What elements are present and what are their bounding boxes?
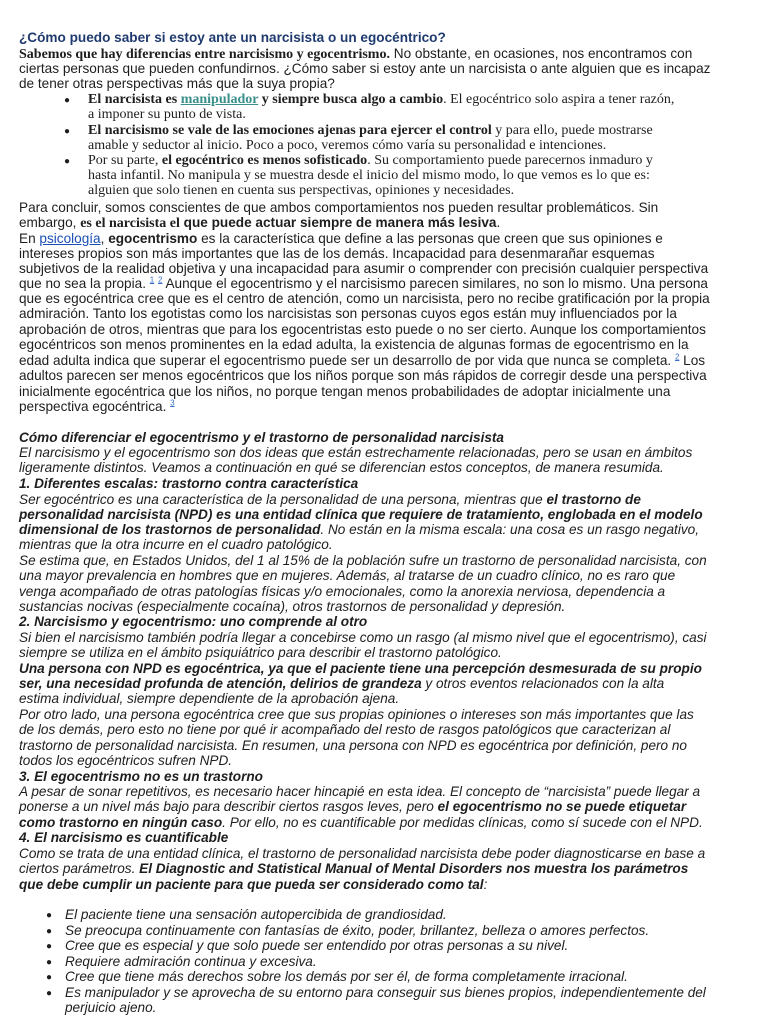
list-item-cont: alguien que solo tienen en cuenta sus perspectivas, opiniones y necesidades. [88,183,515,198]
subheading-2: 2. Narcisismo y egocentrismo: uno comprende al otro [19,614,368,629]
bullet-dot-icon: ● [64,156,71,167]
section-text: ciertos parámetros. El Diagnostic and Statistical Manual of Mental Disorders nos muestra los parámetros [19,861,689,876]
ego-line-2: intereses propios son más importantes que las de los demás. Incapacidad para desenmarañar esquemas [19,246,655,261]
section-text: una mayor prevalencia en hombres que en mujeres. Además, al tratarse de un cuadro clínico, no es raro que [19,568,676,583]
section-text: A pesar de sonar repetitivos, es necesario hacer hincapié en esta idea. El concepto de “narcisista” puede llegar a [19,784,701,799]
intro-line-1: Sabemos que hay diferencias entre narcisismo y egocentrismo. No obstante, en ocasiones, nos encontramos con [19,46,693,62]
list-item: Por su parte, el egocéntrico es menos sofisticado. Su comportamiento puede parecernos inmaduro y [88,153,653,168]
bullet-dot-icon: ● [46,988,53,999]
subheading-3: 3. El egocentrismo no es un trastorno [19,769,263,784]
section-text: El narcisismo y el egocentrismo son dos ideas que están estrechamente relacionadas, pero se usan en ámbitos [19,445,693,460]
section-text: dimensional de los trastornos de personalidad. No están en la misma escala: una cosa es un rasgo negativo, [19,522,699,537]
ego-line-8: egocéntricos son menos prominentes en la edad adulta, la existencia de algunas formas de egocentrismo en la [19,337,689,352]
ego-line-7: aprobación de otros, mientras que para los egocentristas esto puede o no ser cierto. Aunque los comportamientos [19,322,706,337]
list-item-cont: hasta infantil. No manipula y se muestra desde el inicio del mismo modo, lo que vemos es lo que es: [88,168,650,183]
ego-line-10: adultos parecen ser menos egocéntricos que los niños porque son más rápidos de corregir desde una perspectiva [19,368,707,383]
bullet-dot-icon: ● [64,126,71,137]
ego-line-12: perspectiva egocéntrica. $^3$ [19,398,175,414]
section-text: personalidad narcisista (NPD) es una entidad clínica que requiere de tratamiento, englobada en el modelo [19,507,703,522]
ego-line-11: inicialmente egocéntrica que los niños, no porque tengan menos probabilidades de adoptar inicialmente una [19,384,671,399]
section-text: Por otro lado, una persona egocéntrica cree que sus propias opiniones o intereses son más importantes que las [19,707,694,722]
ego-line-1: En psicología, egocentrismo es la característica que define a las personas que creen que sus opiniones e [19,231,663,246]
section-text: ser, una necesidad profunda de atención, delirios de grandeza y otros eventos relacionados con la alta [19,676,665,691]
list-item: El narcisista es manipulador y siempre busca algo a cambio. El egocéntrico solo aspira a tener razón, [88,92,675,107]
bullet-dot-icon: ● [46,941,53,952]
section-text: que debe cumplir un paciente para que pueda ser considerado como tal: [19,877,488,892]
section-text: Una persona con NPD es egocéntrica, ya que el paciente tiene una percepción desmesurada de su propio [19,661,702,676]
conclusion-line-1: Para concluir, somos conscientes de que ambos comportamientos nos pueden resultar problemáticos. Sin [19,200,659,215]
section-text: Si bien el narcisismo también podría llegar a concebirse como un rasgo (al mismo nivel que el egocentrismo), casi [19,630,707,645]
reference-link[interactable]: 2 [158,275,163,285]
section-text: Ser egocéntrico es una característica de la personalidad de una persona, mientras que el trastorno de [19,492,641,507]
psicologia-link[interactable]: psicología [39,231,101,246]
section-text: sustancias nocivas (especialmente cocaína), otros trastornos de personalidad y depresión. [19,599,566,614]
section-heading: Cómo diferenciar el egocentrismo y el trastorno de personalidad narcisista [19,430,504,445]
manipulador-link[interactable]: manipulador [180,92,259,107]
ego-line-5: que es egocéntrica cree que es el centro de atención, como un narcisista, pero no recibe gratificación por la propia [19,291,710,306]
reference-link[interactable]: 2 [674,352,680,362]
criteria-item: Cree que tiene más derechos sobre los demás por ser él, de forma completamente irracional. [65,969,628,984]
reference-link[interactable]: 1 [149,275,155,285]
ego-line-6: admiración. Tanto los egotistas como los narcisistas son personas cuyos egos están muy influenciados por la [19,306,677,321]
section-text: ligeramente distintos. Veamos a continuación en qué se diferencian estos conceptos, de manera resumida. [19,460,664,475]
list-item-cont: amable y seductor al inicio. Poco a poco, veremos cómo varía su personalidad e intenciones. [88,138,607,153]
bullet-dot-icon: ● [46,972,53,983]
section-text: todos los egocéntricos sufren NPD. [19,753,233,768]
section-text: de los demás, pero esto no tiene por qué ir acompañado del resto de rasgos patológicos que caracterizan al [19,722,671,737]
criteria-item: Es manipulador y se aprovecha de su entorno para conseguir sus bienes propios, independientemente del [65,985,706,1000]
bullet-dot-icon: ● [46,910,53,921]
section-text: siempre se utiliza en el ámbito psiquiátrico para describir el trastorno patológico. [19,645,502,660]
ego-line-3: subjetivos de la realidad objetiva y una incapacidad para asumir o comprender con precisión cualquier perspectiva [19,261,709,276]
conclusion-line-2: embargo, es el narcisista el que puede actuar siempre de manera más lesiva. [19,215,501,231]
criteria-item-cont: perjuicio ajeno. [65,1000,157,1015]
section-text: ponerse a un nivel más bajo para describir ciertos rasgos leves, pero el egocentrismo no se puede etiquetar [19,799,687,814]
section-text: Se estima que, en Estados Unidos, del 1 al 15% de la población sufre un trastorno de personalidad narcisista, con [19,553,707,568]
section-text: trastorno de personalidad narcisista. En resumen, una persona con NPD es egocéntrica por definición, pero no [19,738,687,753]
section-text: Como se trata de una entidad clínica, el trastorno de personalidad narcisista debe poder diagnosticarse en base a [19,846,706,861]
bullet-dot-icon: ● [46,926,53,937]
ego-line-9: edad adulta indica que superar el egocentrismo puede ser un desarrollo de por vida que nunca se completa. $^2$ Los [19,352,706,368]
list-item: El narcisismo se vale de las emociones ajenas para ejercer el control y para ello, puede mostrarse [88,123,653,138]
subheading-4: 4. El narcisismo es cuantificable [19,830,229,845]
reference-link[interactable]: 3 [170,398,175,408]
section-text: estima individual, siempre dependiente de la aprobación ajena. [19,691,400,706]
criteria-item: Se preocupa continuamente con fantasías de éxito, poder, brillantez, belleza o amores perfectos. [65,923,650,938]
bullet-dot-icon: ● [64,95,71,106]
criteria-item: Cree que es especial y que solo puede ser entendido por otras personas a su nivel. [65,938,569,953]
intro-line-2: ciertas personas que pueden confundirnos. ¿Cómo saber si estoy ante un narcisista o ante alguien que es incapaz [19,61,711,76]
section-text: mientras que la otra incurre en el cuadro patológico. [19,537,333,552]
intro-line-3: de tener otras perspectivas más que la suya propia? [19,76,335,91]
ego-line-4: que no sea la propia. $^1$ $^2$ Aunque el egocentrismo y el narcisismo parecen similares, no son lo mismo. Una persona [19,275,708,291]
section-text: como trastorno en ningún caso. Por ello, no es cuantificable por medidas clínicas, como sí sucede con el NPD. [19,815,703,830]
list-item-cont: a imponer su punto de vista. [88,107,246,122]
bullet-dot-icon: ● [46,957,53,968]
subheading-1: 1. Diferentes escalas: trastorno contra característica [19,476,359,491]
page-title: ¿Cómo puedo saber si estoy ante un narcisista o un egocéntrico? [19,30,446,45]
section-text: venga acompañado de otras patologías físicas y/o emocionales, como la anorexia nerviosa, dependencia a [19,584,666,599]
criteria-item: Requiere admiración continua y excesiva. [65,954,317,969]
criteria-item: El paciente tiene una sensación autopercibida de grandiosidad. [65,907,447,922]
